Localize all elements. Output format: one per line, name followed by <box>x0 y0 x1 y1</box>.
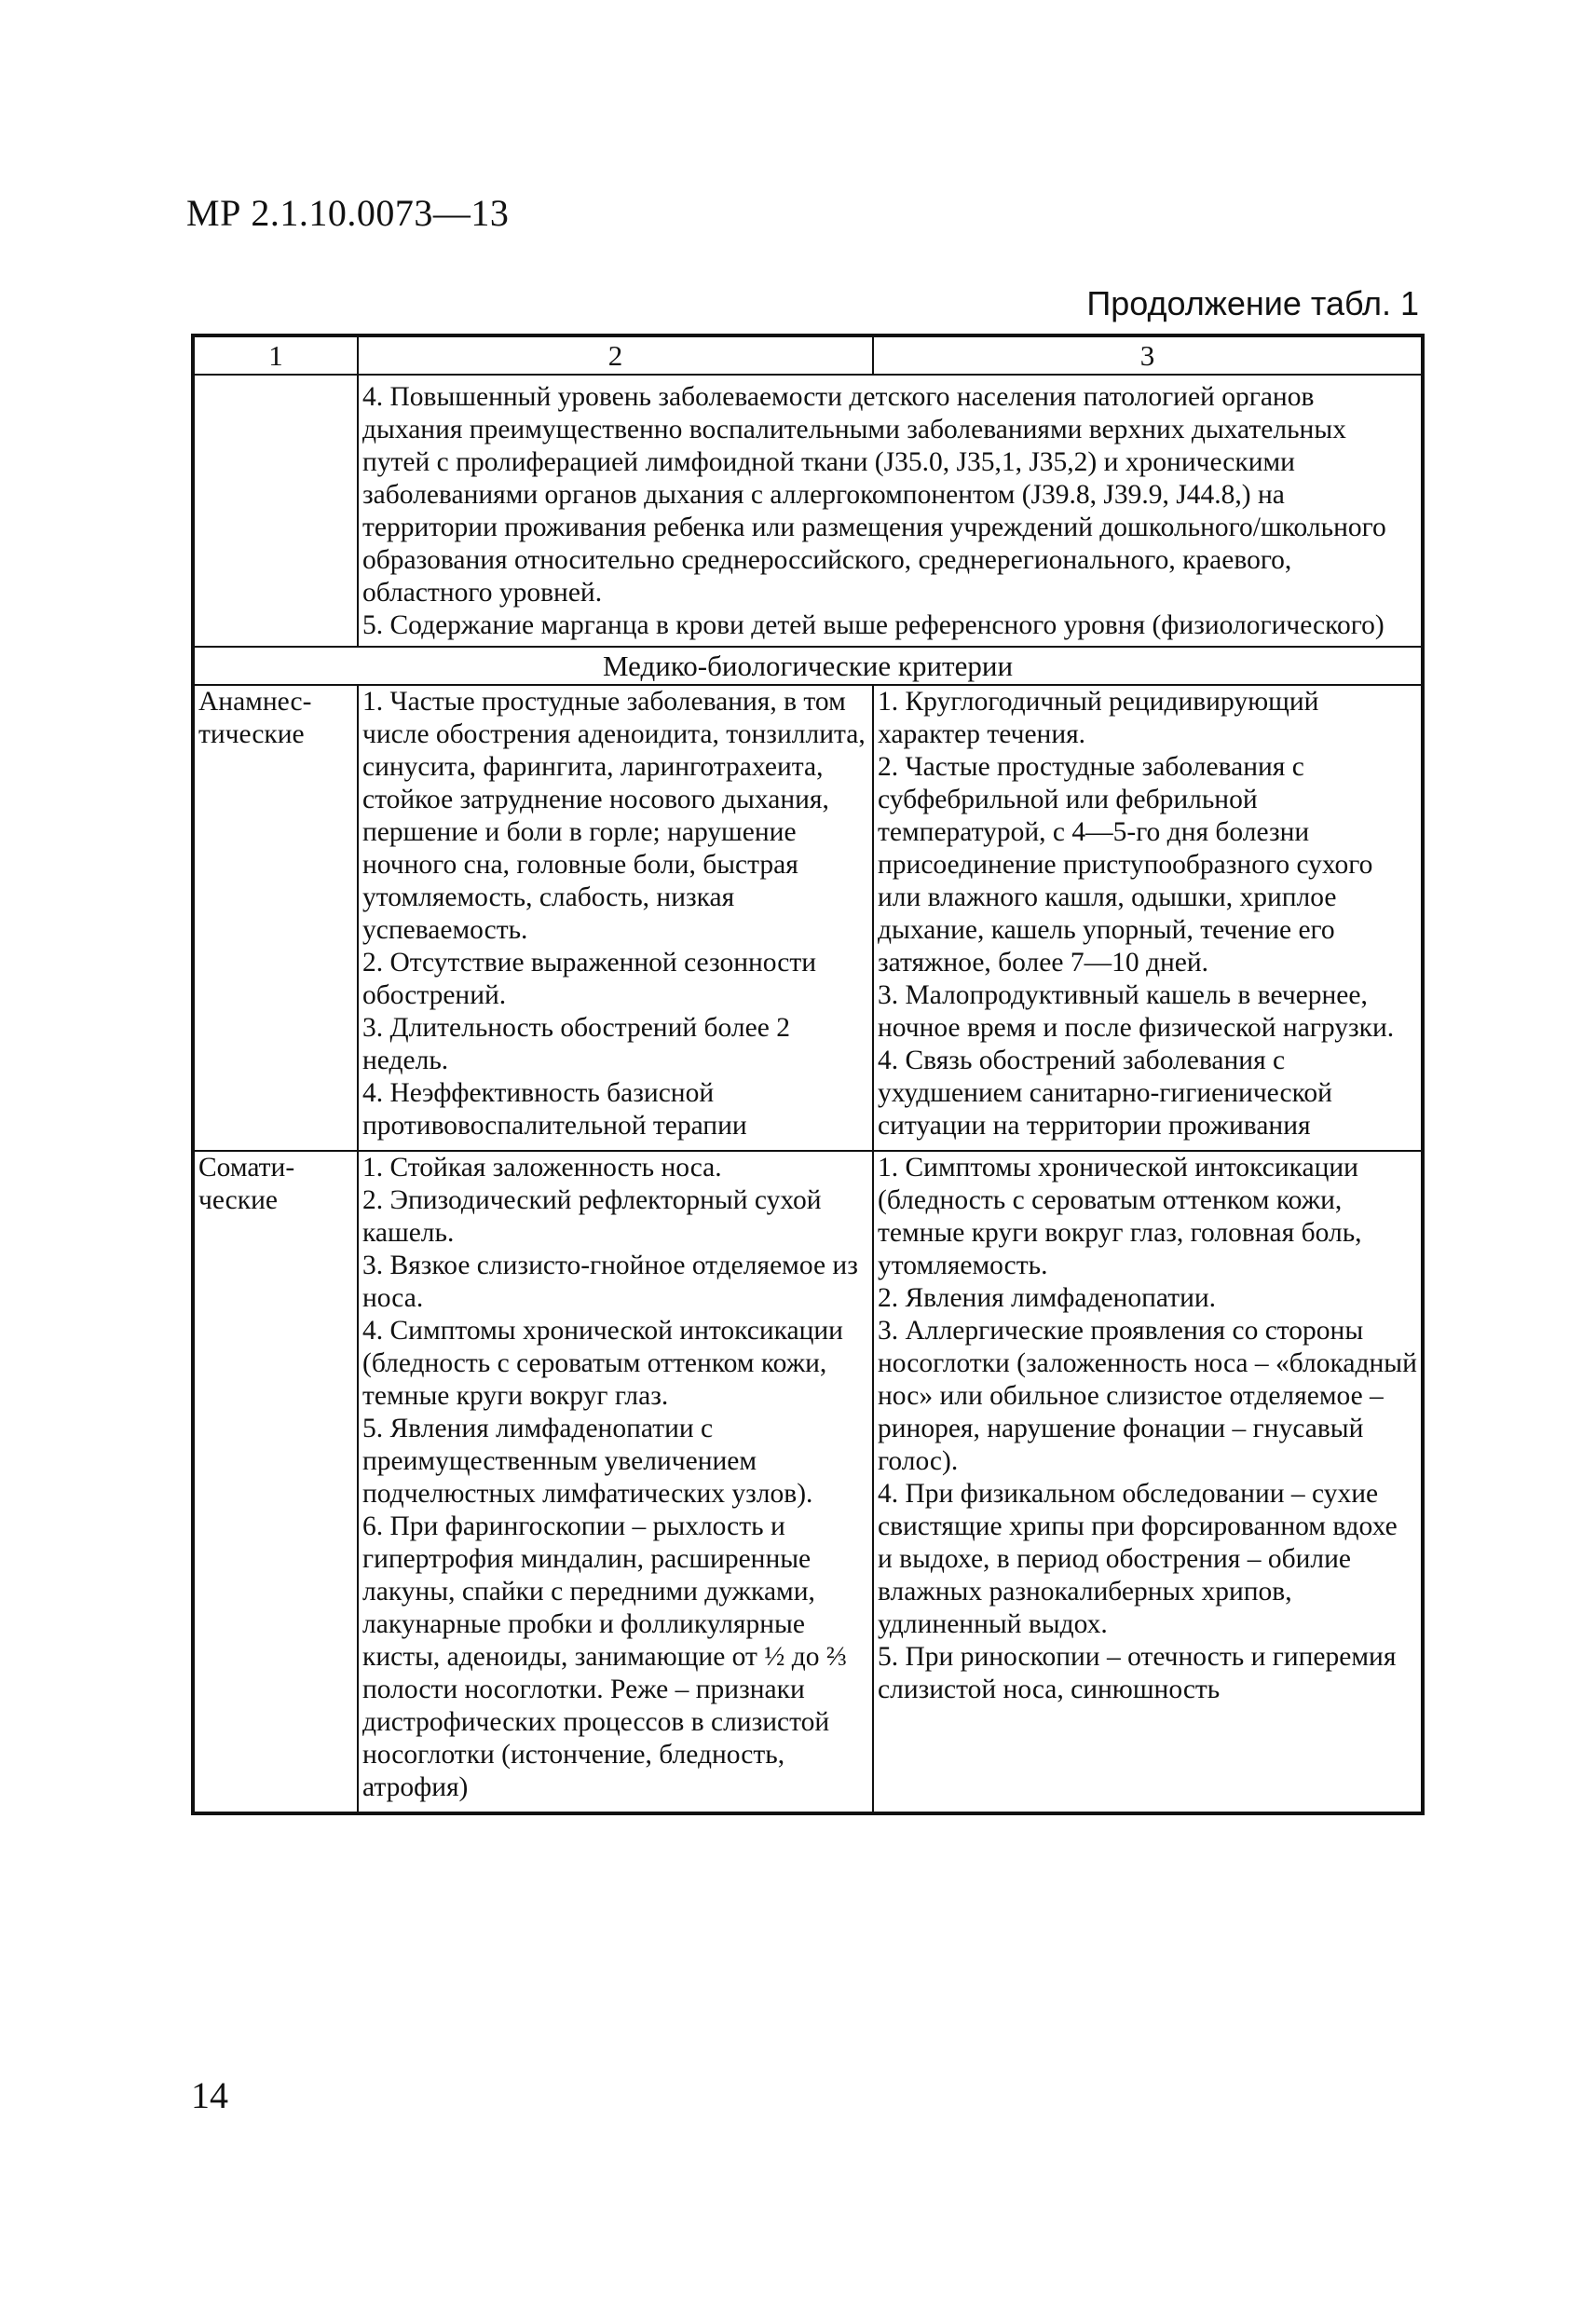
continued-criteria-row <box>193 375 1423 647</box>
list-item: 1. Частые простудные заболевания, в том числе обострения аденоидита, тонзиллита, синусита, фарингита, ларинготрахеита, стойкое затруднение носового дыхания, першение и боли в горле; нарушение ночного сна, головные боли, быстрая утомляемость, слабость, низкая успеваемость. <box>362 687 866 945</box>
list-item: 5. При риноскопии – отечность и гиперемия слизистой носа, синюшность <box>878 1642 1397 1704</box>
list-item: 1. Симптомы хронической интоксикации (бледность с сероватым оттенком кожи, темные круги вокруг глаз, головная боль, утомляемость. <box>878 1153 1362 1280</box>
list-item: 3. Вязкое слизисто-гнойное отделяемое из носа. <box>362 1251 858 1313</box>
list-item: 1. Стойкая заложенность носа. <box>362 1153 722 1183</box>
list-item: 1. Круглогодичный рецидивирующий характер течения. <box>878 687 1319 749</box>
list-item: 2. Отсутствие выраженной сезонности обострений. <box>362 948 817 1010</box>
criteria-col3-cell <box>873 685 1423 1151</box>
list-item: 4. Повышенный уровень заболеваемости детского населения патологией органов дыхания преимущественно воспалительными заболеваниями верхних дыхательных путей с пролиферацией лимфоидной ткани (J35.0, J35,1, J35,2) и хроническими заболеваниями органов дыхания с аллергокомпонентом (J39.8, J39.9, J44.8,) на территории проживания ребенка или размещения учреждений дошкольного/школьного образования относительно среднероссийского, среднерегионального, краевого, областного уровней. <box>362 382 1386 608</box>
table-row <box>193 685 1423 1151</box>
list-item: 3. Аллергические проявления со стороны носоглотки (заложенность носа – «блокадный нос» или обильное слизистое отделяемое – ринорея, нарушение фонации – гнусавый голос). <box>878 1316 1417 1476</box>
section-header-row <box>193 647 1423 685</box>
continued-row-label-cell <box>193 375 358 647</box>
list-item: 2. Эпизодический рефлекторный сухой кашель. <box>362 1185 822 1248</box>
criteria-col2-cell <box>358 1151 873 1813</box>
list-item: 3. Малопродуктивный кашель в вечернее, ночное время и после физической нагрузки. <box>878 980 1395 1043</box>
list-item: 4. При физикальном обследовании – сухие свистящие хрипы при форсированном вдохе и выдохе, в период обострения – обилие влажных разнокалиберных хрипов, удлиненный выдох. <box>878 1479 1398 1639</box>
list-item: 5. Явления лимфаденопатии с преимущественным увеличением подчелюстных лимфатических узлов). <box>362 1414 813 1509</box>
list-item: 4. Связь обострений заболевания с ухудшением санитарно-гигиенической ситуации на территории проживания <box>878 1046 1332 1141</box>
row-label: Анамнестические <box>193 685 358 1151</box>
continued-row-text-cell <box>358 375 1423 647</box>
column-header-1: 1 <box>193 335 358 375</box>
list-item: 5. Содержание марганца в крови детей выше референсного уровня (физиологического) <box>362 610 1385 640</box>
criteria-col2-cell <box>358 685 873 1151</box>
list-item: 4. Неэффективность базисной противовоспалительной терапии <box>362 1078 747 1141</box>
list-item: 3. Длительность обострений более 2 недель. <box>362 1013 790 1075</box>
row-label: Соматические <box>193 1151 358 1813</box>
document-code: МР 2.1.10.0073—13 <box>186 192 510 234</box>
column-header-3: 3 <box>873 335 1423 375</box>
list-item: 4. Симптомы хронической интоксикации (бледность с сероватым оттенком кожи, темные круги вокруг глаз. <box>362 1316 843 1411</box>
table-row <box>193 1151 1423 1813</box>
list-item: 6. При фарингоскопии – рыхлость и гипертрофия миндалин, расширенные лакуны, спайки с передними дужками, лакунарные пробки и фолликулярные кисты, аденоиды, занимающие от ½ до ⅔ полости носоглотки. Реже – признаки дистрофических процессов в слизистой носоглотки (истончение, бледность, атрофия) <box>362 1511 848 1802</box>
page-number: 14 <box>191 2074 228 2116</box>
list-item: 2. Частые простудные заболевания с субфебрильной или фебрильной температурой, с 4—5-го дня болезни присоединение приступообразного сухого или влажного кашля, одышки, хриплое дыхание, кашель упорный, течение его затяжное, более 7—10 дней. <box>878 752 1373 978</box>
column-header-2: 2 <box>358 335 873 375</box>
section-title: Медико-биологические критерии <box>193 647 1423 685</box>
criteria-table <box>191 334 1425 1815</box>
criteria-col3-cell <box>873 1151 1423 1813</box>
list-item: 2. Явления лимфаденопатии. <box>878 1283 1217 1313</box>
table-caption: Продолжение табл. 1 <box>1086 284 1419 322</box>
column-number-row <box>193 335 1423 375</box>
